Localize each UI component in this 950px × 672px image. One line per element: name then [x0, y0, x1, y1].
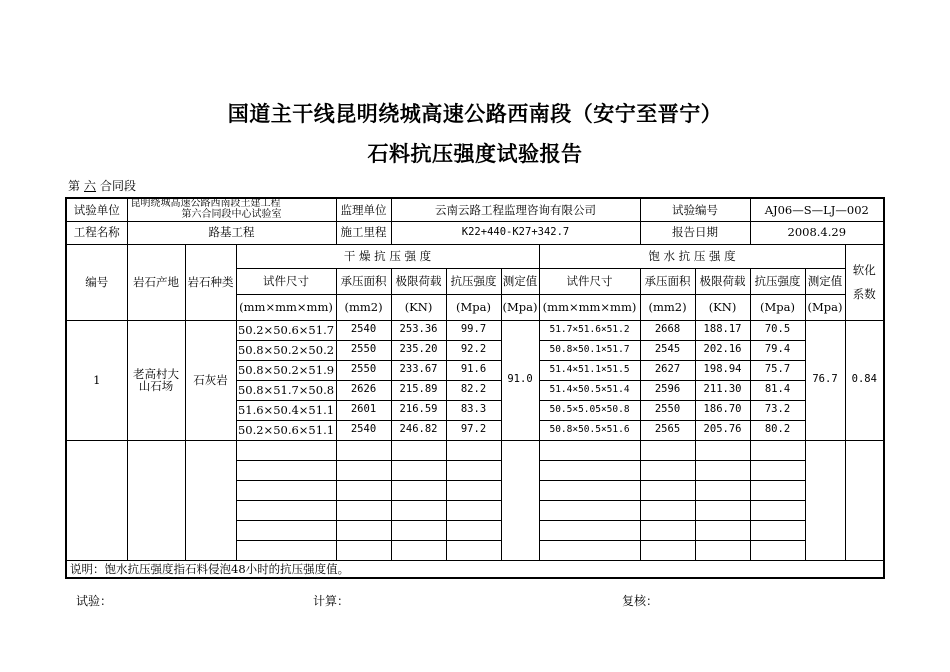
wet-area-cell: 2668	[640, 320, 695, 340]
empty-cell	[446, 540, 501, 560]
dry-strength-cell: 83.3	[446, 400, 501, 420]
wet-strength-cell: 75.7	[750, 360, 805, 380]
header-origin: 岩石产地	[127, 244, 185, 320]
empty-cell	[539, 500, 640, 520]
dry-size-cell: 50.8×50.2×50.2	[236, 340, 336, 360]
header-softening-unit: 系数	[852, 287, 876, 301]
note-text: 说明：饱水抗压强度指石料侵泡48小时的抗压强度值。	[66, 560, 884, 578]
dry-area-cell: 2601	[336, 400, 391, 420]
empty-wet-measured-cell	[805, 440, 845, 560]
wet-area-cell: 2565	[640, 420, 695, 440]
empty-cell	[236, 540, 336, 560]
softening-value: 0.84	[845, 320, 884, 440]
supervision-value: 云南云路工程监理咨询有限公司	[391, 198, 640, 221]
sample-origin	[127, 320, 185, 440]
section-suffix: 合同段	[100, 179, 137, 193]
dry-strength-cell: 97.2	[446, 420, 501, 440]
header-wet-group: 饱 水 抗 压 强 度	[539, 244, 845, 268]
dry-area-cell: 2550	[336, 340, 391, 360]
test-no-value: AJ06—S—LJ—002	[750, 198, 884, 221]
empty-cell	[695, 520, 750, 540]
empty-cell	[336, 520, 391, 540]
wet-load-cell: 202.16	[695, 340, 750, 360]
dry-size-cell: 51.6×50.4×51.1	[236, 400, 336, 420]
dry-area-cell: 2550	[336, 360, 391, 380]
wet-load-cell: 211.30	[695, 380, 750, 400]
header-wet-size-unit: (mm×mm×mm)	[539, 294, 640, 320]
empty-cell	[539, 520, 640, 540]
header-softening	[845, 244, 884, 320]
wet-measured-value: 76.7	[805, 320, 845, 440]
signature-test: 试验：	[76, 594, 113, 608]
empty-cell	[695, 480, 750, 500]
header-wet-load-unit: (KN)	[695, 294, 750, 320]
test-no-label: 试验编号	[640, 198, 750, 221]
header-wet-strength-unit: (Mpa)	[750, 294, 805, 320]
sample-rock-type: 石灰岩	[185, 320, 236, 440]
empty-cell	[391, 440, 446, 460]
empty-cell	[236, 500, 336, 520]
wet-size-cell: 51.4×51.1×51.5	[539, 360, 640, 380]
header-dry-area-unit: (mm2)	[336, 294, 391, 320]
empty-cell	[336, 460, 391, 480]
empty-cell	[640, 480, 695, 500]
report-title-line1: 国道主干线昆明绕城高速公路西南段（安宁至晋宁）	[227, 101, 723, 126]
header-dry-measured-unit: (Mpa)	[501, 294, 539, 320]
wet-area-cell: 2545	[640, 340, 695, 360]
dry-load-cell: 216.59	[391, 400, 446, 420]
empty-cell	[236, 440, 336, 460]
empty-cell	[336, 480, 391, 500]
empty-cell	[539, 460, 640, 480]
sample-origin-line2: 山石场	[138, 379, 174, 393]
header-dry-measured: 测定值	[501, 268, 539, 294]
empty-cell	[750, 520, 805, 540]
table-row	[66, 320, 884, 340]
empty-cell	[695, 500, 750, 520]
header-rock-type: 岩石种类	[185, 244, 236, 320]
dry-strength-cell: 91.6	[446, 360, 501, 380]
empty-cell	[336, 540, 391, 560]
test-unit-line1: 昆明绕城高速公路西南段土建工程	[130, 198, 281, 210]
wet-area-cell: 2550	[640, 400, 695, 420]
wet-load-cell: 186.70	[695, 400, 750, 420]
empty-cell	[236, 480, 336, 500]
empty-cell	[640, 520, 695, 540]
empty-cell	[391, 500, 446, 520]
header-wet-area: 承压面积	[640, 268, 695, 294]
header-dry-strength: 抗压强度	[446, 268, 501, 294]
empty-cell	[750, 540, 805, 560]
empty-cell	[640, 500, 695, 520]
empty-cell	[640, 440, 695, 460]
empty-cell	[446, 440, 501, 460]
empty-cell	[750, 440, 805, 460]
section-prefix: 第	[68, 179, 81, 193]
dry-size-cell: 50.8×51.7×50.8	[236, 380, 336, 400]
wet-load-cell: 205.76	[695, 420, 750, 440]
mileage-value: K22+440-K27+342.7	[391, 221, 640, 244]
report-title-line2: 石料抗压强度试验报告	[367, 141, 583, 166]
empty-cell	[640, 540, 695, 560]
project-label: 工程名称	[66, 221, 127, 244]
header-dry-size-unit: (mm×mm×mm)	[236, 294, 336, 320]
dry-load-cell: 233.67	[391, 360, 446, 380]
info-row-2	[66, 221, 884, 244]
wet-strength-cell: 79.4	[750, 340, 805, 360]
dry-load-cell: 235.20	[391, 340, 446, 360]
wet-strength-cell: 73.2	[750, 400, 805, 420]
empty-cell	[446, 500, 501, 520]
wet-strength-cell: 81.4	[750, 380, 805, 400]
empty-cell	[391, 540, 446, 560]
empty-softening-cell	[845, 440, 884, 560]
empty-cell	[539, 440, 640, 460]
empty-cell	[391, 520, 446, 540]
empty-cell	[750, 460, 805, 480]
wet-size-cell: 50.8×50.5×51.6	[539, 420, 640, 440]
empty-cell	[236, 460, 336, 480]
header-dry-load: 极限荷载	[391, 268, 446, 294]
info-row-1	[66, 198, 884, 221]
header-dry-group: 干 燥 抗 压 强 度	[236, 244, 539, 268]
mileage-label: 施工里程	[336, 221, 391, 244]
empty-cell	[391, 480, 446, 500]
dry-strength-cell: 92.2	[446, 340, 501, 360]
dry-load-cell: 253.36	[391, 320, 446, 340]
section-label	[68, 177, 136, 194]
empty-cell	[446, 480, 501, 500]
wet-area-cell: 2627	[640, 360, 695, 380]
dry-strength-cell: 82.2	[446, 380, 501, 400]
empty-cell	[446, 520, 501, 540]
header-wet-measured: 测定值	[805, 268, 845, 294]
wet-size-cell: 50.5×5.05×50.8	[539, 400, 640, 420]
empty-cell	[539, 540, 640, 560]
wet-strength-cell: 80.2	[750, 420, 805, 440]
empty-cell	[539, 480, 640, 500]
empty-cell	[695, 460, 750, 480]
test-unit-line2: 第六合同段中心试验室	[181, 208, 282, 220]
empty-cell	[695, 540, 750, 560]
wet-load-cell: 188.17	[695, 320, 750, 340]
report-date-label: 报告日期	[640, 221, 750, 244]
report-date-value: 2008.4.29	[750, 221, 884, 244]
wet-size-cell: 51.4×50.5×51.4	[539, 380, 640, 400]
dry-load-cell: 246.82	[391, 420, 446, 440]
header-wet-load: 极限荷载	[695, 268, 750, 294]
empty-cell	[336, 440, 391, 460]
dry-size-cell: 50.2×50.6×51.7	[236, 320, 336, 340]
dry-size-cell: 50.2×50.6×51.1	[236, 420, 336, 440]
header-dry-strength-unit: (Mpa)	[446, 294, 501, 320]
header-group-row	[66, 244, 884, 268]
test-unit-value	[127, 198, 336, 221]
dry-area-cell: 2626	[336, 380, 391, 400]
empty-row	[66, 440, 884, 460]
wet-size-cell: 50.8×50.1×51.7	[539, 340, 640, 360]
empty-cell	[750, 480, 805, 500]
sample-origin-line1: 老高村大	[133, 366, 179, 381]
header-wet-measured-unit: (Mpa)	[805, 294, 845, 320]
empty-cell	[391, 460, 446, 480]
signature-review: 复核：	[622, 594, 659, 608]
dry-size-cell: 50.8×50.2×51.9	[236, 360, 336, 380]
empty-cell	[446, 460, 501, 480]
empty-origin-cell	[127, 440, 185, 560]
wet-area-cell: 2596	[640, 380, 695, 400]
dry-strength-cell: 99.7	[446, 320, 501, 340]
empty-cell	[750, 500, 805, 520]
header-dry-area: 承压面积	[336, 268, 391, 294]
empty-dry-measured-cell	[501, 440, 539, 560]
supervision-label: 监理单位	[336, 198, 391, 221]
dry-area-cell: 2540	[336, 420, 391, 440]
section-number: 六	[84, 179, 97, 193]
header-wet-area-unit: (mm2)	[640, 294, 695, 320]
dry-load-cell: 215.89	[391, 380, 446, 400]
empty-cell	[236, 520, 336, 540]
header-wet-strength: 抗压强度	[750, 268, 805, 294]
header-wet-size: 试件尺寸	[539, 268, 640, 294]
empty-no-cell	[66, 440, 127, 560]
wet-size-cell: 51.7×51.6×51.2	[539, 320, 640, 340]
dry-area-cell: 2540	[336, 320, 391, 340]
empty-rock-cell	[185, 440, 236, 560]
sample-no: 1	[66, 320, 127, 440]
empty-cell	[640, 460, 695, 480]
wet-load-cell: 198.94	[695, 360, 750, 380]
empty-cell	[336, 500, 391, 520]
wet-strength-cell: 70.5	[750, 320, 805, 340]
header-no: 编号	[66, 244, 127, 320]
test-unit-label: 试验单位	[66, 198, 127, 221]
note-row	[66, 560, 884, 578]
header-dry-size: 试件尺寸	[236, 268, 336, 294]
empty-cell	[695, 440, 750, 460]
header-softening-label: 软化	[852, 262, 876, 277]
header-dry-load-unit: (KN)	[391, 294, 446, 320]
signature-calc: 计算：	[313, 594, 350, 608]
report-table	[65, 197, 885, 579]
project-value: 路基工程	[127, 221, 336, 244]
dry-measured-value: 91.0	[501, 320, 539, 440]
